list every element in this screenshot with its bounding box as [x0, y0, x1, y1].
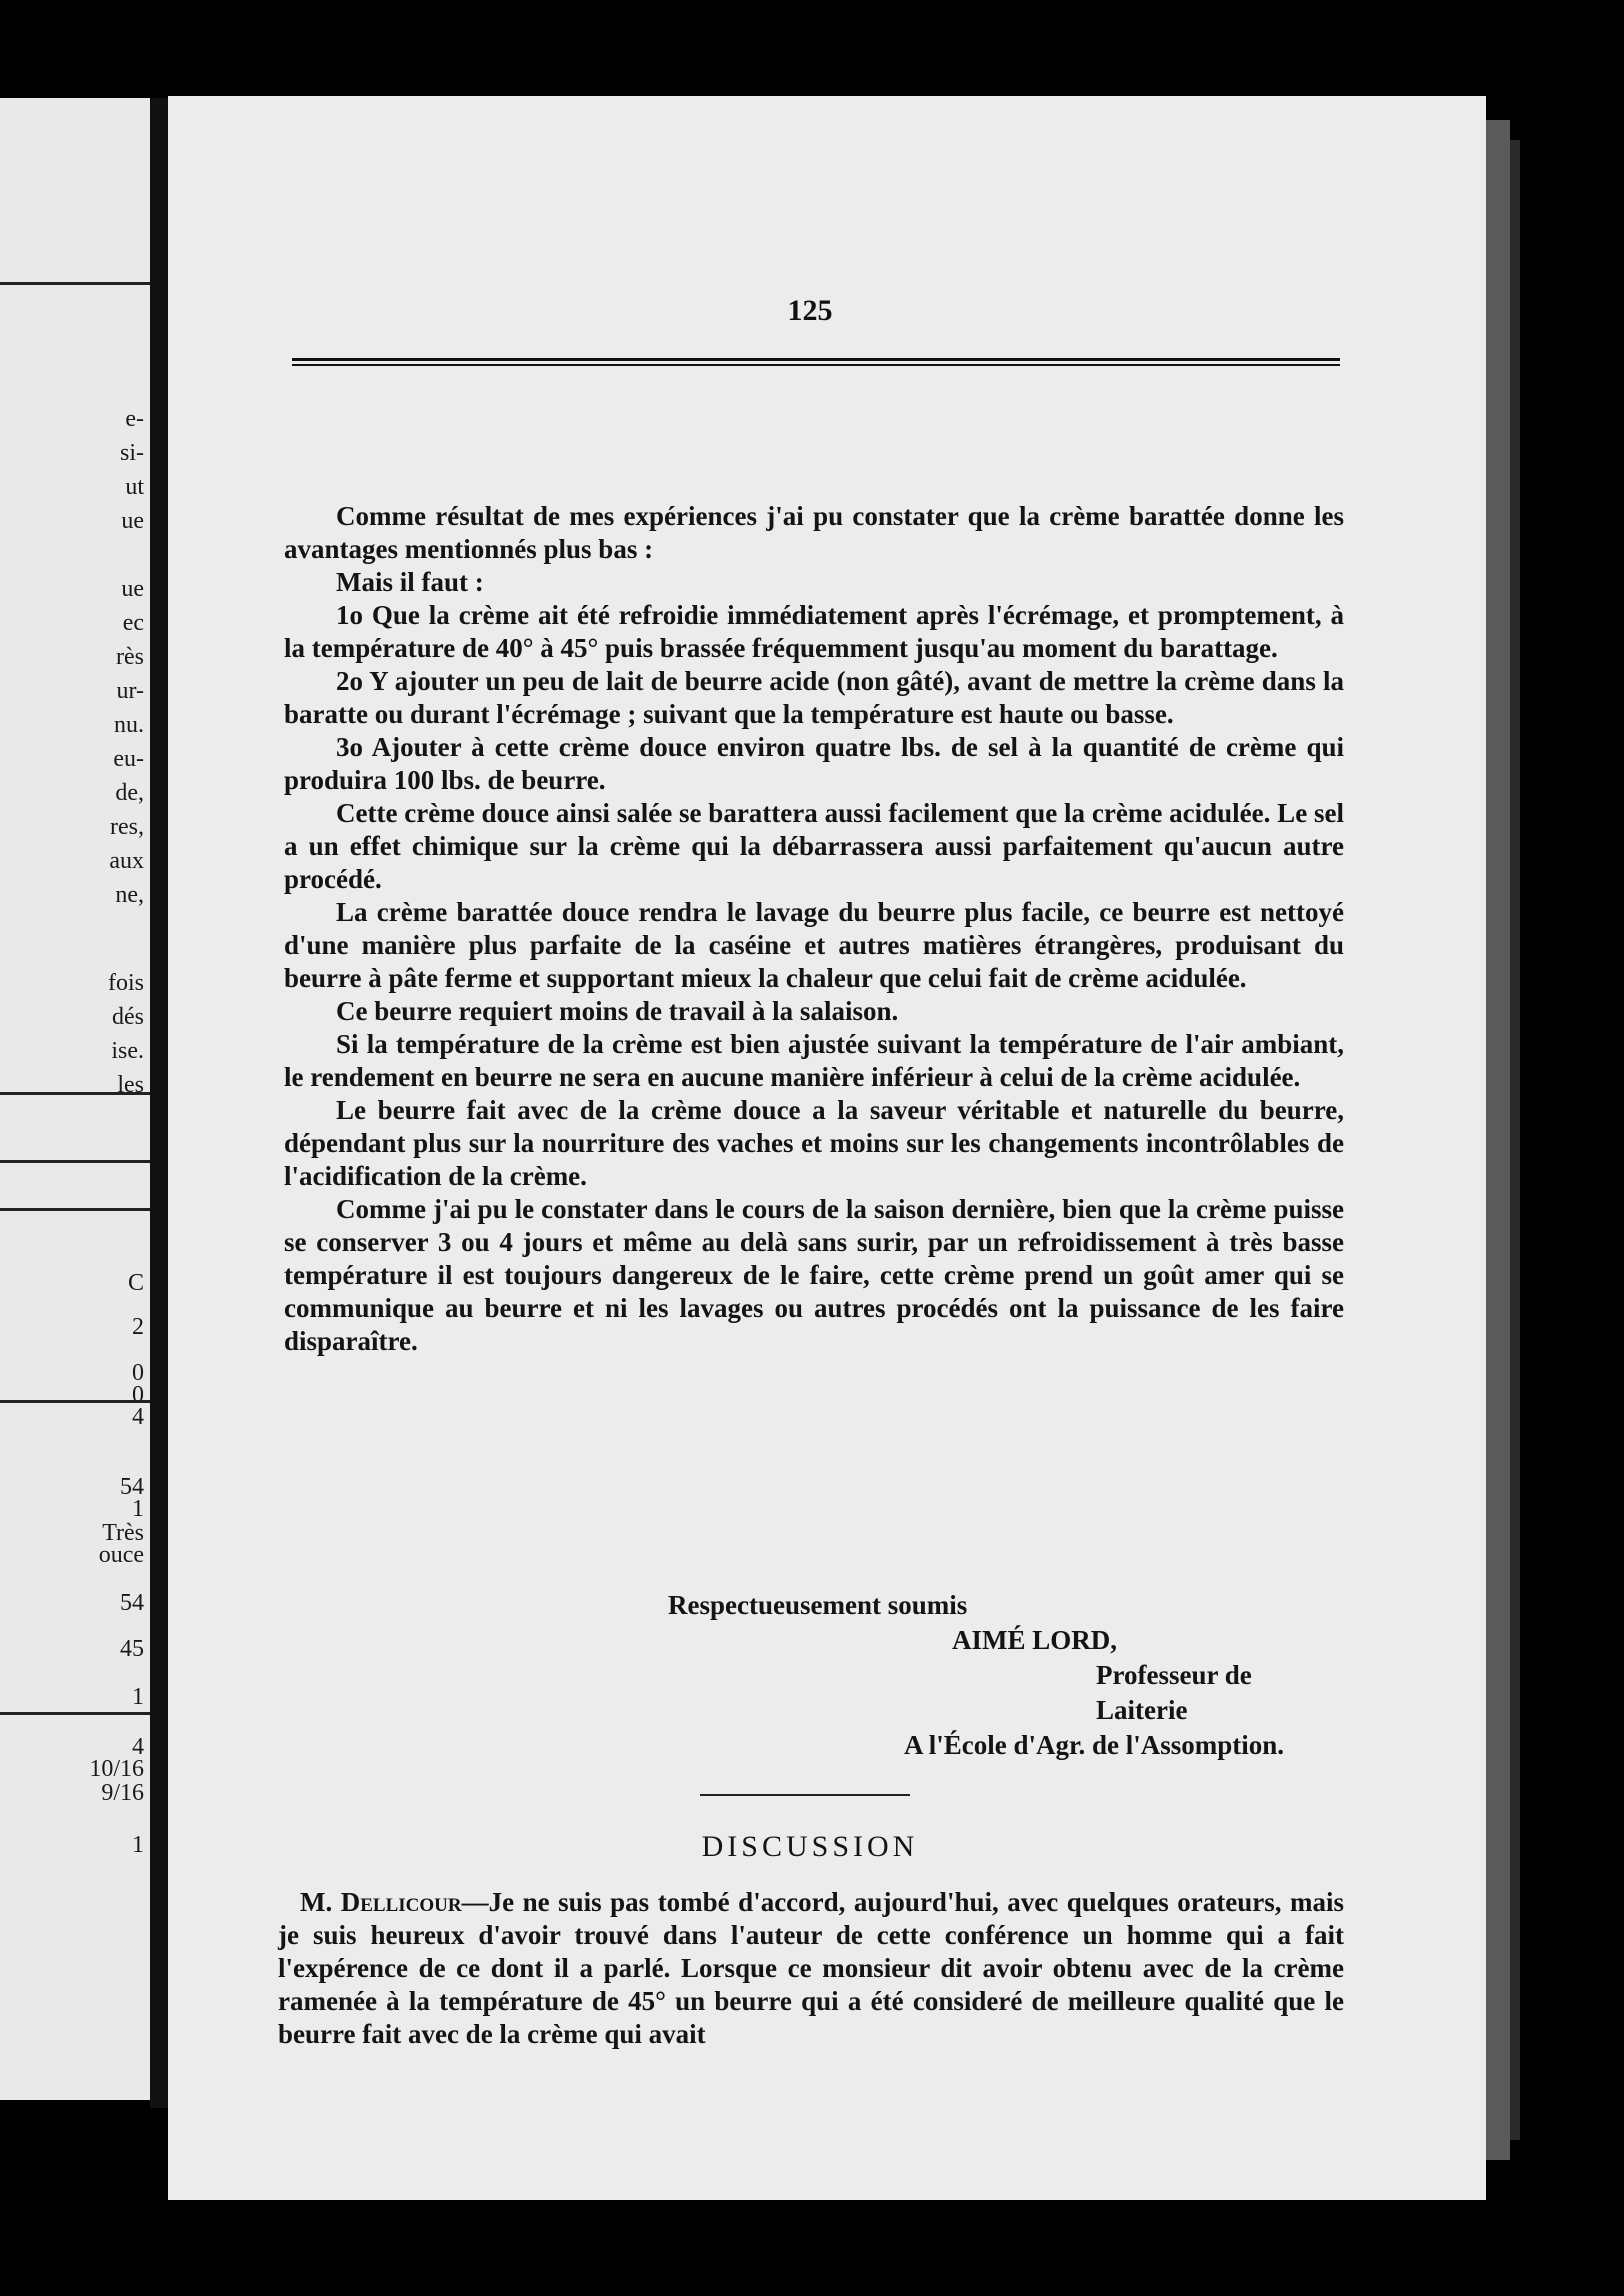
left-page-fragment: 1 — [132, 1684, 144, 1710]
left-page-rule — [0, 1400, 150, 1403]
closing-line: Respectueusement soumis — [668, 1590, 968, 1620]
left-page-fragment: 54 — [120, 1590, 144, 1616]
left-page-rule — [0, 1208, 150, 1211]
left-page-fragment: ut — [125, 474, 144, 500]
left-page-fragment: ur- — [116, 678, 144, 704]
paragraph: Comme résultat de mes expériences j'ai pu constater que la crème barattée donne les avantages mentionnés plus bas : — [284, 501, 1344, 564]
left-page-fragment: C — [127, 1270, 144, 1296]
left-page-fragment: ne, — [115, 882, 144, 908]
left-page-fragment: 1 — [132, 1832, 144, 1858]
body-text — [284, 500, 1344, 1358]
left-page-fragment: e- — [125, 406, 144, 432]
left-page-fragment: 0 — [132, 1382, 144, 1408]
left-page-fragment: si- — [120, 440, 144, 466]
left-page-fragment: rès — [116, 644, 144, 670]
left-page-fragment: 54 — [120, 1474, 144, 1500]
signature-block — [284, 1588, 1344, 1763]
author-institution: A l'École d'Agr. de l'Assomption. — [904, 1730, 1285, 1760]
author-name: AIMÉ LORD, — [952, 1625, 1118, 1655]
paragraph: 3o Ajouter à cette crème douce environ quatre lbs. de sel à la quantité de crème qui produira 100 lbs. de beurre. — [284, 732, 1344, 795]
left-page-fragment: nu. — [114, 712, 144, 738]
left-page-fragment: ec — [122, 610, 144, 636]
book-gutter — [150, 98, 168, 2108]
left-page-fragment: 9/16 — [101, 1780, 144, 1806]
previous-page-margin — [0, 98, 150, 2100]
paragraph: 1o Que la crème ait été refroidie immédiatement après l'écrémage, et promptement, à la température de 40° à 45° puis brassée fréquemment jusqu'au moment du barattage. — [284, 600, 1344, 663]
left-page-fragment: res, — [110, 814, 144, 840]
left-page-rule — [0, 282, 150, 285]
paragraph: Le beurre fait avec de la crème douce a la saveur véritable et naturelle du beurre, dépendant plus sur la nourriture des vaches et moins sur les changements incontrôlables de l'acidification de la crème. — [284, 1095, 1344, 1191]
left-page-fragment: 4 — [132, 1734, 144, 1760]
left-page-fragment: Très — [102, 1520, 144, 1546]
left-page-fragment: ouce — [98, 1542, 144, 1568]
page-stack-edge — [1486, 120, 1510, 2160]
left-page-fragment: 2 — [132, 1314, 144, 1340]
discussion-paragraph — [278, 1886, 1344, 2051]
left-page-fragment: 1 — [132, 1496, 144, 1522]
left-page-fragment: eu- — [113, 746, 144, 772]
left-page-fragment: aux — [109, 848, 144, 874]
discussion-body: —Je ne suis pas tombé d'accord, aujourd'hui, avec quelques orateurs, mais je suis heureux d'avoir trouvé dans l'auteur de cette conférence un homme qui a fait l'expérence de ce dont il a parlé. Lorsque ce monsieur dit avoir obtenu avec de la crème ramenée à la température de 45° un beurre qui a été consideré de meilleure qualité que le beurre fait avec de la crème qui avait — [278, 1887, 1344, 2049]
section-divider — [700, 1794, 910, 1796]
page-number: 125 — [787, 294, 833, 327]
left-page-fragment: dés — [112, 1004, 144, 1030]
discussion-text — [278, 1886, 1344, 2051]
page-stack-shadow — [1510, 140, 1520, 2140]
section-title: DISCUSSION — [701, 1830, 919, 1863]
left-page-fragment: 4 — [132, 1404, 144, 1430]
left-page-fragment: de, — [115, 780, 144, 806]
paragraph: Ce beurre requiert moins de travail à la salaison. — [336, 996, 899, 1026]
left-page-fragment: fois — [108, 970, 144, 996]
paragraph: Si la température de la crème est bien ajustée suivant la température de l'air ambiant, le rendement en beurre ne sera en aucune manière inférieur à celui de la crème acidulée. — [284, 1029, 1344, 1092]
paragraph: Comme j'ai pu le constater dans le cours de la saison dernière, bien que la crème puisse se conserver 3 ou 4 jours et même au delà sans surir, par un refroidissement à très basse température il est toujours dangereux de le faire, cette crème prend un goût amer qui se communique au beurre et ni les lavages ou autres procédés ont la puissance de les faire disparaître. — [284, 1194, 1344, 1356]
speaker-name: M. Dellicour — [300, 1887, 462, 1917]
left-page-rule — [0, 1160, 150, 1163]
author-title: Professeur de Laiterie — [1096, 1660, 1252, 1725]
left-page-rule — [0, 1712, 150, 1715]
paragraph: La crème barattée douce rendra le lavage du beurre plus facile, ce beurre est nettoyé d'une manière plus parfaite de la caséine et autres matières étrangères, produisant du beurre à pâte ferme et supportant mieux la chaleur que celui fait de crème acidulée. — [284, 897, 1344, 993]
paragraph: Cette crème douce ainsi salée se barattera aussi facilement que la crème acidulée. Le sel a un effet chimique sur la crème qui la débarrassera aussi parfaitement qu'aucun autre procédé. — [284, 798, 1344, 894]
left-page-fragment: 45 — [120, 1636, 144, 1662]
left-page-fragment: 10/16 — [89, 1756, 144, 1782]
left-page-fragment: les — [117, 1072, 144, 1098]
left-page-fragment: ue — [121, 576, 144, 602]
left-page-fragment: ise. — [111, 1038, 144, 1064]
paragraph: Mais il faut : — [336, 567, 484, 597]
left-page-fragment: ue — [121, 508, 144, 534]
book-page — [168, 96, 1486, 2200]
paragraph: 2o Y ajouter un peu de lait de beurre acide (non gâté), avant de mettre la crème dans la baratte ou durant l'écrémage ; suivant que la température est haute ou basse. — [284, 666, 1344, 729]
left-page-fragment: 0 — [132, 1360, 144, 1386]
header-rule — [292, 358, 1340, 366]
